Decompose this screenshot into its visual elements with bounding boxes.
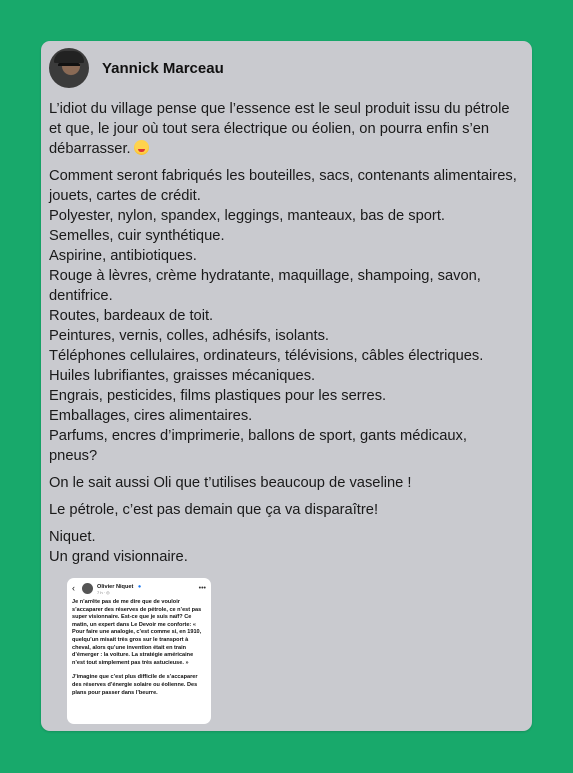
closing-line: Niquet. xyxy=(49,529,96,545)
embedded-meta xyxy=(97,581,199,596)
embedded-screenshot[interactable] xyxy=(67,578,211,724)
post-body xyxy=(49,99,519,574)
post-card xyxy=(41,41,532,731)
embedded-timestamp: 7 h · ◎ xyxy=(97,589,110,595)
embedded-body xyxy=(67,595,211,697)
embedded-avatar xyxy=(82,583,93,594)
avatar-glasses xyxy=(58,63,80,69)
post-line-vaseline: On le sait aussi Oli que t’utilises beaucoup de vaseline ! xyxy=(49,475,412,491)
avatar-cap xyxy=(54,51,84,63)
list-item: Emballages, cires alimentaires. xyxy=(49,408,253,424)
list-item: Téléphones cellulaires, ordinateurs, télévisions, câbles électriques. xyxy=(49,348,484,364)
embedded-paragraph: J’imagine que c’est plus difficile de s’accaparer des réserves d’énergie solaire ou éolienne. Des plans pour passer dans l’beurre. xyxy=(72,674,198,696)
author-name[interactable]: Yannick Marceau xyxy=(102,59,224,77)
list-item: Engrais, pesticides, films plastiques pour les serres. xyxy=(49,388,387,404)
post-intro xyxy=(49,99,519,159)
list-item: Huiles lubrifiantes, graisses mécaniques. xyxy=(49,368,316,384)
avatar[interactable] xyxy=(49,48,89,88)
list-item: Parfums, encres d’imprimerie, ballons de sport, gants médicaux, pneus? xyxy=(49,428,467,464)
product-list xyxy=(49,166,519,466)
back-arrow-icon: ‹ xyxy=(72,583,75,593)
more-options-icon: ••• xyxy=(198,584,206,592)
list-item: Routes, bardeaux de toit. xyxy=(49,308,214,324)
embedded-header xyxy=(67,578,211,595)
post-line-petrole: Le pétrole, c’est pas demain que ça va disparaître! xyxy=(49,502,379,518)
verified-badge-icon: ● xyxy=(137,583,142,590)
closing-line: Un grand visionnaire. xyxy=(49,549,188,565)
list-item: Peintures, vernis, colles, adhésifs, isolants. xyxy=(49,328,330,344)
post-header xyxy=(49,48,224,88)
embedded-author-name: Olivier Niquet xyxy=(97,583,134,590)
list-item: Rouge à lèvres, crème hydratante, maquillage, shampoing, savon, dentifrice. xyxy=(49,268,481,304)
post-intro-text: L’idiot du village pense que l’essence est le seul produit issu du pétrole et que, le jour où tout sera électrique ou éolien, on pourra enfin s’en débarrasser. xyxy=(49,101,510,157)
post-closing xyxy=(49,527,519,567)
list-item: Semelles, cuir synthétique. xyxy=(49,228,225,244)
drooling-face-emoji-icon xyxy=(134,140,149,155)
list-item: Aspirine, antibiotiques. xyxy=(49,248,197,264)
list-item: Polyester, nylon, spandex, leggings, manteaux, bas de sport. xyxy=(49,208,445,224)
embedded-paragraph: Je n’arrête pas de me dire que de vouloir s’accaparer des réserves de pétrole, ce n’est pas super visionnaire. Est-ce que je suis naïf? Ce matin, un expert dans Le Devoir me conforte: « Pour faire une analogie, c’est comme si, en 1910, quelqu’un misait très gros sur le transport à cheval, alors qu’une invention était en train d’émerger : la voiture. La stratégie américaine n’est tout simplement pas très astucieuse. » xyxy=(72,599,202,666)
list-item: Comment seront fabriqués les bouteilles, sacs, contenants alimentaires, jouets, cartes de crédit. xyxy=(49,168,517,204)
